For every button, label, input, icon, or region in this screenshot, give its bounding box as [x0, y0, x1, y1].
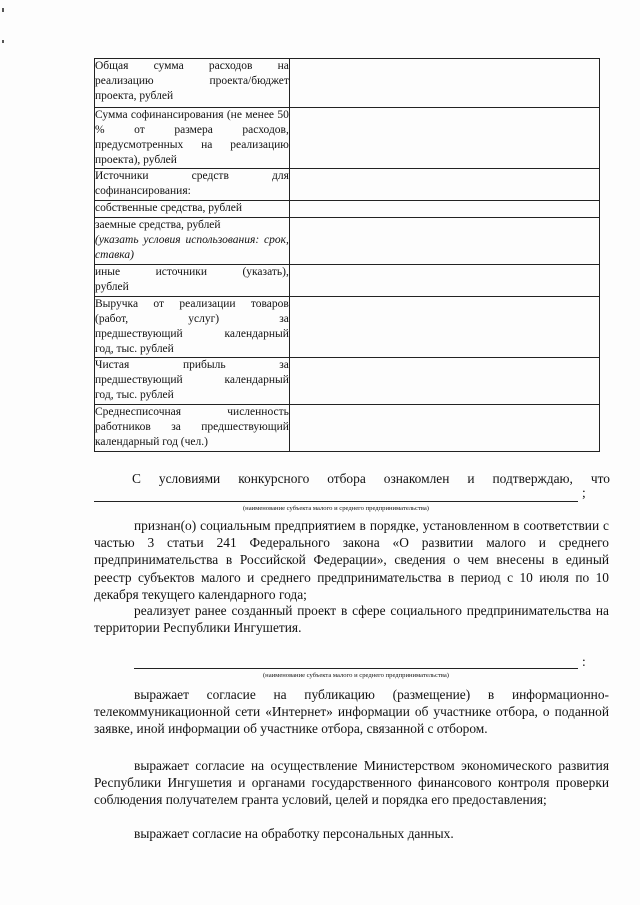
label-word: год, тыс. рублей: [95, 343, 174, 355]
label-word: реализации: [179, 298, 236, 310]
scan-margin-mark: [2, 8, 4, 12]
row-value-cell[interactable]: [289, 201, 599, 218]
row-value-cell[interactable]: [289, 405, 599, 452]
label-word: расходов: [208, 60, 253, 72]
label-word: (работ,: [95, 313, 129, 325]
row-label: Сумма софинансирования (не менее 50 % от размера расходов, предусмотренных на реализацию проекта), рублей: [95, 108, 290, 169]
row-label-text: заемные средства, рублей: [95, 219, 221, 231]
row-label: собственные средства, рублей: [95, 201, 290, 218]
label-word: год, тыс. рублей: [95, 389, 174, 401]
label-word: предшествующий: [95, 374, 183, 386]
label-word: Чистая: [95, 359, 130, 371]
social-enterprise-paragraph: признан(о) социальным предприятием в порядке, установленном в соответствии с частью 3 статьи 241 Федерального закона «О развитии малого и среднего предпринимательства в Российской Федерации», сведения о чем внесены в единый реестр субъектов малого и среднего предпринимательства в период с 10 июля по 10 декабря текущего календарного года;: [94, 518, 609, 602]
label-word: календарный: [224, 328, 289, 340]
label-word: иные: [95, 266, 121, 278]
label-word: прибыль: [182, 359, 226, 371]
table-row: [95, 218, 600, 265]
label-word: за: [279, 313, 289, 325]
project-paragraph: реализует ранее созданный проект в сфере социального предпринимательства на территории Республики Ингушетия.: [94, 603, 609, 636]
label-word: от: [153, 298, 165, 310]
row-value-cell[interactable]: [289, 108, 599, 169]
row-label: Среднесписочная численность работников за предшествующий календарный год (чел.): [95, 405, 290, 452]
colon-mark: ;: [582, 485, 586, 500]
label-word: для: [271, 170, 289, 182]
row-value-cell[interactable]: [289, 358, 599, 405]
publication-consent-paragraph: выражает согласие на публикацию (размещение) в информационно-телекоммуникационной сети «Интернет» информации об участнике отбора, о поданной заявке, иной информации об участнике отбора, связанной с отбором.: [94, 687, 609, 737]
label-word: проекта/бюджет: [209, 75, 289, 87]
label-word: Источники: [95, 170, 149, 182]
table-row: [95, 265, 600, 297]
label-word: средств: [191, 170, 229, 182]
row-label: [95, 358, 290, 405]
row-label: [95, 297, 290, 358]
label-word: календарный: [224, 374, 289, 386]
row-value-cell[interactable]: [289, 169, 599, 201]
row-label: [95, 218, 290, 265]
row-label: [95, 59, 290, 108]
project-finance-table: [94, 58, 600, 452]
label-word: на: [277, 60, 289, 72]
label-word: источники: [155, 266, 207, 278]
label-word: проекта, рублей: [95, 90, 174, 102]
table-row: [95, 297, 600, 358]
label-word: софинансирования:: [95, 185, 191, 197]
row-label-note: (указать условия использования: срок, ставка): [95, 234, 289, 261]
entity-name-caption-2: (наименование субъекта малого и среднего предпринимательства): [262, 672, 450, 679]
table-row: [95, 358, 600, 405]
entity-name-caption-1: (наименование субъекта малого и среднего предпринимательства): [242, 505, 430, 512]
label-word: Общая: [95, 60, 129, 72]
personal-data-consent-paragraph: выражает согласие на обработку персональных данных.: [134, 826, 454, 841]
label-word: предшествующий: [95, 328, 183, 340]
row-value-cell[interactable]: [289, 218, 599, 265]
label-word: услуг): [188, 313, 220, 325]
table-row: [95, 169, 600, 201]
row-label: [95, 169, 290, 201]
table-row: [95, 405, 600, 452]
row-value-cell[interactable]: [289, 297, 599, 358]
label-word: (указать),: [242, 266, 289, 278]
entity-name-line-1[interactable]: [94, 501, 578, 502]
label-word: товаров: [250, 298, 289, 310]
label-word: сумма: [153, 60, 184, 72]
table-row: [95, 108, 600, 169]
label-word: рублей: [95, 281, 129, 293]
table-row: [95, 201, 600, 218]
label-word: реализацию: [95, 75, 154, 87]
intro-line: С условиями конкурсного отбора ознакомлен и подтверждаю, что: [132, 471, 610, 486]
inspection-consent-paragraph: выражает согласие на осуществление Министерством экономического развития Республики Ингушетия и органами государственного финансового контроля проверки соблюдения получателем гранта условий, целей и порядка его предоставления;: [94, 758, 609, 808]
label-word: за: [279, 359, 289, 371]
colon-mark: :: [582, 654, 586, 669]
label-word: Выручка: [95, 298, 139, 310]
row-label: [95, 265, 290, 297]
entity-name-line-2[interactable]: [134, 668, 578, 669]
scan-margin-mark: [2, 40, 4, 43]
row-value-cell[interactable]: [289, 59, 599, 108]
table-row: [95, 59, 600, 108]
row-value-cell[interactable]: [289, 265, 599, 297]
